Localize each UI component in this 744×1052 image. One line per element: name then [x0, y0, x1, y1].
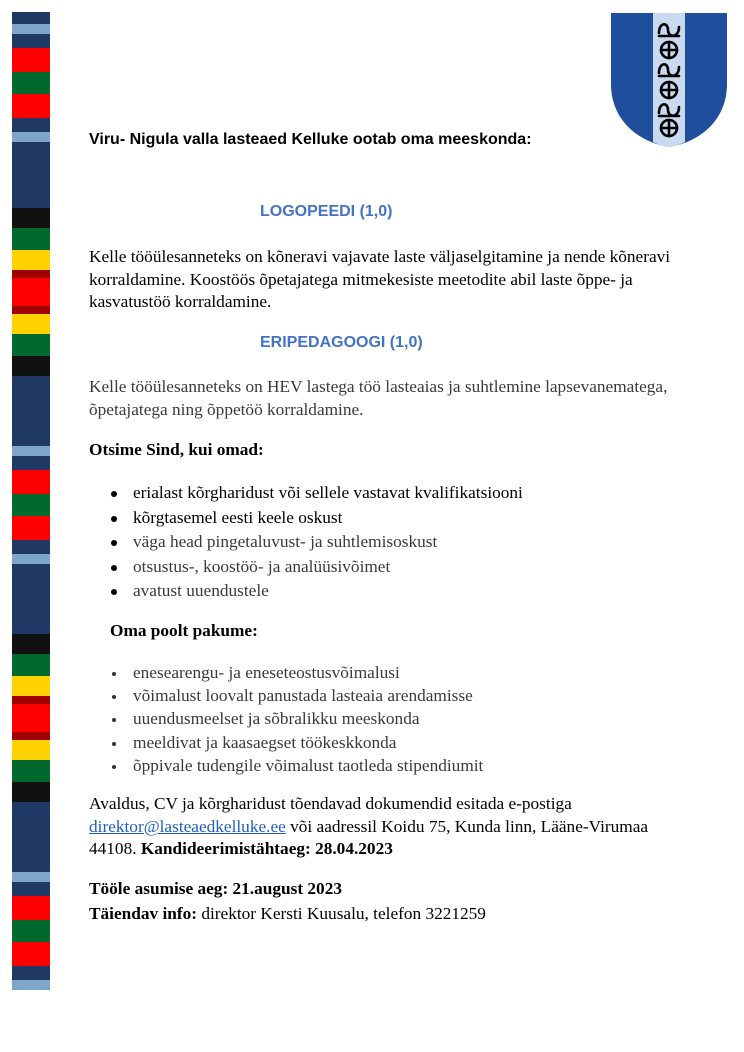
start-date: Tööle asumise aeg: 21.august 2023	[89, 879, 342, 898]
list-item: meeldivat ja kaasaegset töökeskkonda	[89, 731, 483, 754]
list-item: õppivale tudengile võimalust taotleda stipendiumit	[89, 754, 483, 777]
job-description-logopeed: Kelle tööülesanneteks on kõneravi vajavate laste väljaselgitamine ja nende kõneravi korraldamine. Koostöös õpetajatega mitmekesiste meetodite abil laste õppe- ja kasvatustöö korraldamine.	[89, 247, 671, 311]
coat-of-arms-icon	[610, 12, 728, 148]
list-item: võimalust loovalt panustada lasteaia arendamisse	[89, 684, 483, 707]
contact-info-value: direktor Kersti Kuusalu, telefon 3221259	[197, 904, 486, 923]
list-item: uuendusmeelset ja sõbralikku meeskonda	[89, 707, 483, 730]
contact-info-label: Täiendav info:	[89, 904, 198, 923]
decorative-color-stripe	[12, 12, 50, 1040]
job-description-eripedagoog: Kelle tööülesanneteks on HEV lastega töö lasteaias ja suhtlemine lapsevanematega, õpetajatega ning õppetöö korraldamine.	[89, 377, 668, 419]
list-item: kõrgtasemel eesti keele oskust	[89, 506, 523, 531]
application-text: Avaldus, CV ja kõrgharidust tõendavad dokumendid esitada e-postiga	[89, 794, 572, 813]
job-title-eripedagoog: ERIPEDAGOOGI (1,0)	[260, 334, 423, 351]
list-item: otsustus-, koostöö- ja analüüsivõimet	[89, 555, 523, 580]
offer-list	[89, 661, 483, 777]
list-item: enesearengu- ja eneseteostusvõimalusi	[89, 661, 483, 684]
requirements-heading: Otsime Sind, kui omad:	[89, 440, 264, 459]
contact-info	[89, 904, 486, 924]
job-title-logopeed: LOGOPEEDI (1,0)	[260, 203, 393, 220]
list-item: erialast kõrgharidust või sellele vastavat kvalifikatsiooni	[89, 481, 523, 506]
requirements-list	[89, 481, 523, 604]
application-deadline: Kandideerimistähtaeg: 28.04.2023	[140, 839, 393, 858]
application-paragraph	[89, 793, 649, 861]
list-item: avatust uuendustele	[89, 579, 523, 604]
intro-heading: Viru- Nigula valla lasteaed Kelluke ootab oma meeskonda:	[89, 131, 532, 148]
list-item: väga head pingetaluvust- ja suhtlemisoskust	[89, 530, 523, 555]
email-link[interactable]: direktor@lasteaedkelluke.ee	[89, 816, 286, 836]
offer-heading: Oma poolt pakume:	[110, 621, 258, 640]
application-address: või aadressil Koidu 75, Kunda linn, Lääne-Virumaa 44108.	[89, 816, 649, 858]
